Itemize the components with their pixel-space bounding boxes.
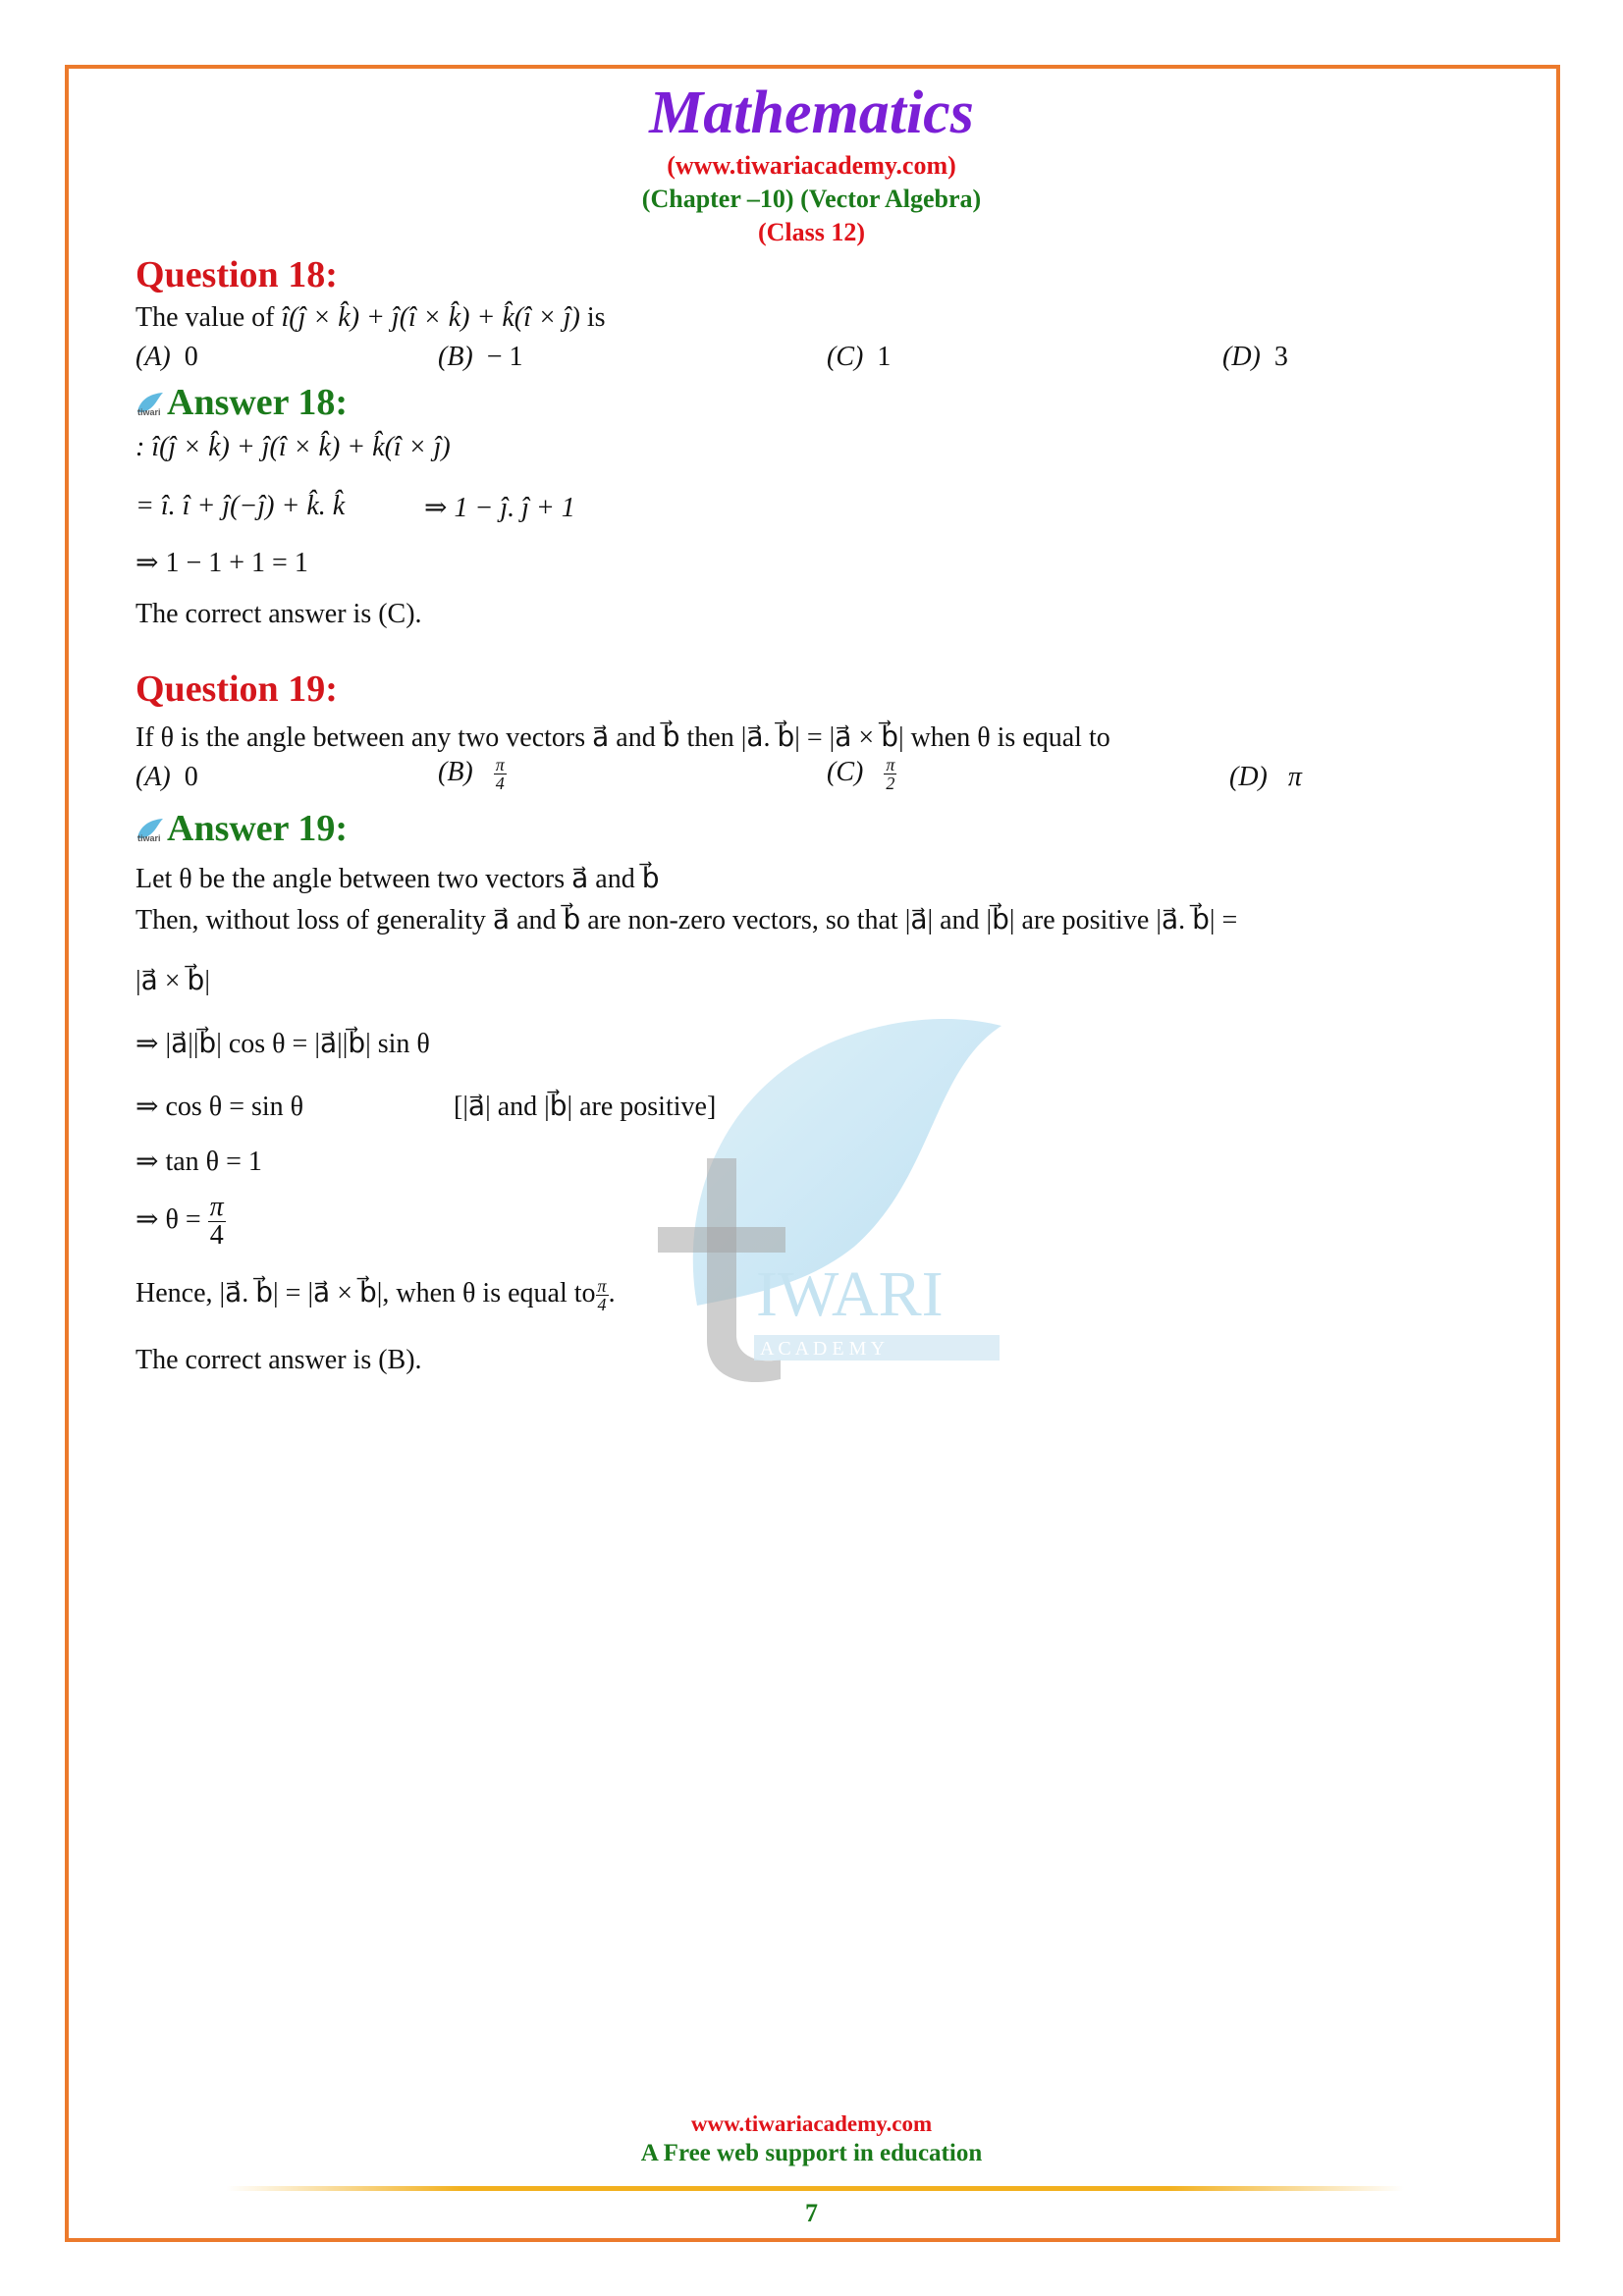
header-site: (www.tiwariacademy.com) [667, 151, 956, 180]
a18-line-1: : î(ĵ × k̂) + ĵ(î × k̂) + k̂(î × ĵ) [135, 432, 451, 462]
a19-line-8-text: Hence, |a⃗. b⃗| = |a⃗ × b⃗|, when θ is equal to [135, 1278, 596, 1308]
header-chapter: (Chapter –10) (Vector Algebra) [641, 185, 982, 213]
q18-option-d [1222, 342, 1288, 373]
page-title: Mathematics [649, 80, 974, 146]
q19-option-a-value: 0 [184, 762, 198, 792]
q19-option-a [135, 762, 198, 793]
a19-line-4: ⇒ |a⃗||b⃗| cos θ = |a⃗||b⃗| sin θ [135, 1029, 430, 1059]
q18-option-a-value: 0 [184, 342, 198, 372]
q19-option-b-den: 4 [495, 774, 505, 793]
svg-text:tiwari: tiwari [137, 833, 161, 842]
q19-option-b-label: (B) [438, 756, 473, 787]
a19-line-8 [135, 1276, 616, 1313]
a19-line-7-text: ⇒ θ = [135, 1203, 201, 1235]
a18-line-4: The correct answer is (C). [135, 599, 422, 629]
q19-option-b-num: π [495, 755, 505, 774]
a19-line-5a: ⇒ cos θ = sin θ [135, 1092, 304, 1122]
watermark-sub: A C A D E M Y [760, 1338, 886, 1360]
q19-option-d [1229, 762, 1302, 793]
answer-19-heading-text: Answer 19: [167, 808, 349, 849]
svg-text:tiwari: tiwari [137, 407, 161, 416]
a19-line-8-den: 4 [597, 1295, 607, 1315]
q18-option-a [135, 342, 198, 373]
tiwari-leaf-icon [135, 817, 165, 842]
t-crossbar [658, 1227, 785, 1253]
a19-line-2: Then, without loss of generality a⃗ and b⃗ are non-zero vectors, so that |a⃗| and |b⃗| are positive |a⃗. b⃗| = [135, 905, 1238, 935]
a19-line-8-num: π [597, 1276, 607, 1297]
a19-line-8-period: . [608, 1278, 616, 1308]
q19-option-c [827, 756, 896, 792]
question-19-heading: Question 19: [135, 668, 338, 710]
watermark-word: IWARI [756, 1258, 944, 1330]
q19-option-d-value: π [1287, 762, 1302, 792]
q19-option-b-fraction [494, 756, 507, 792]
footer-site: www.tiwariacademy.com [690, 2111, 933, 2136]
q18-option-b-value: − 1 [486, 342, 523, 372]
q19-option-a-label: (A) [135, 762, 171, 792]
q18-text-b: is [586, 302, 606, 333]
q19-option-b [438, 756, 507, 792]
question-19-text: If θ is the angle between any two vectors a⃗ and b⃗ then |a⃗. b⃗| = |a⃗ × b⃗| when θ is equal to [135, 722, 1110, 753]
q18-option-b-label: (B) [438, 342, 473, 372]
q19-option-d-label: (D) [1229, 762, 1268, 792]
q19-option-c-num: π [886, 755, 895, 774]
a18-line-3: ⇒ 1 − 1 + 1 = 1 [135, 548, 308, 578]
a19-line-7-num: π [209, 1192, 224, 1222]
tiwari-leaf-icon [135, 391, 165, 416]
q18-text-a: The value of [135, 302, 275, 333]
question-18-text [135, 302, 606, 334]
q18-option-a-label: (A) [135, 342, 171, 372]
answer-19-heading [135, 807, 348, 850]
q18-option-c-label: (C) [827, 342, 864, 372]
tiwari-academy-watermark [638, 982, 1011, 1394]
q18-option-b [438, 342, 523, 373]
answer-18-heading [135, 381, 348, 424]
q18-option-d-label: (D) [1222, 342, 1261, 372]
footer-tagline: A Free web support in education [640, 2140, 983, 2166]
a19-line-1: Let θ be the angle between two vectors a⃗ and b⃗ [135, 864, 660, 894]
q19-option-c-den: 2 [886, 774, 895, 793]
q18-expression: î(ĵ × k̂) + ĵ(î × k̂) + k̂(î × ĵ) [281, 302, 580, 333]
a19-line-7-den: 4 [209, 1220, 224, 1251]
a19-line-9: The correct answer is (B). [135, 1345, 422, 1375]
footer-divider [226, 2186, 1404, 2191]
a18-line-2a: = î. î + ĵ(−ĵ) + k̂. k̂ [135, 491, 346, 521]
q18-option-d-value: 3 [1273, 342, 1288, 372]
q19-option-c-label: (C) [827, 756, 864, 787]
a19-line-7 [135, 1194, 226, 1250]
a19-line-5b: [|a⃗| and |b⃗| are positive] [454, 1092, 717, 1122]
q18-option-c [827, 342, 891, 373]
a19-line-6: ⇒ tan θ = 1 [135, 1147, 262, 1177]
header-class: (Class 12) [757, 218, 866, 246]
q18-option-c-value: 1 [877, 342, 892, 372]
a19-line-3: |a⃗ × b⃗| [135, 966, 210, 996]
page-number: 7 [805, 2199, 818, 2227]
a19-line-8-fraction [596, 1277, 609, 1313]
a19-line-7-fraction [208, 1194, 226, 1250]
q19-option-c-fraction [884, 756, 896, 792]
a18-line-2b: ⇒ 1 − ĵ. ĵ + 1 [424, 493, 575, 523]
answer-18-heading-text: Answer 18: [167, 382, 349, 423]
question-18-heading: Question 18: [135, 254, 338, 295]
